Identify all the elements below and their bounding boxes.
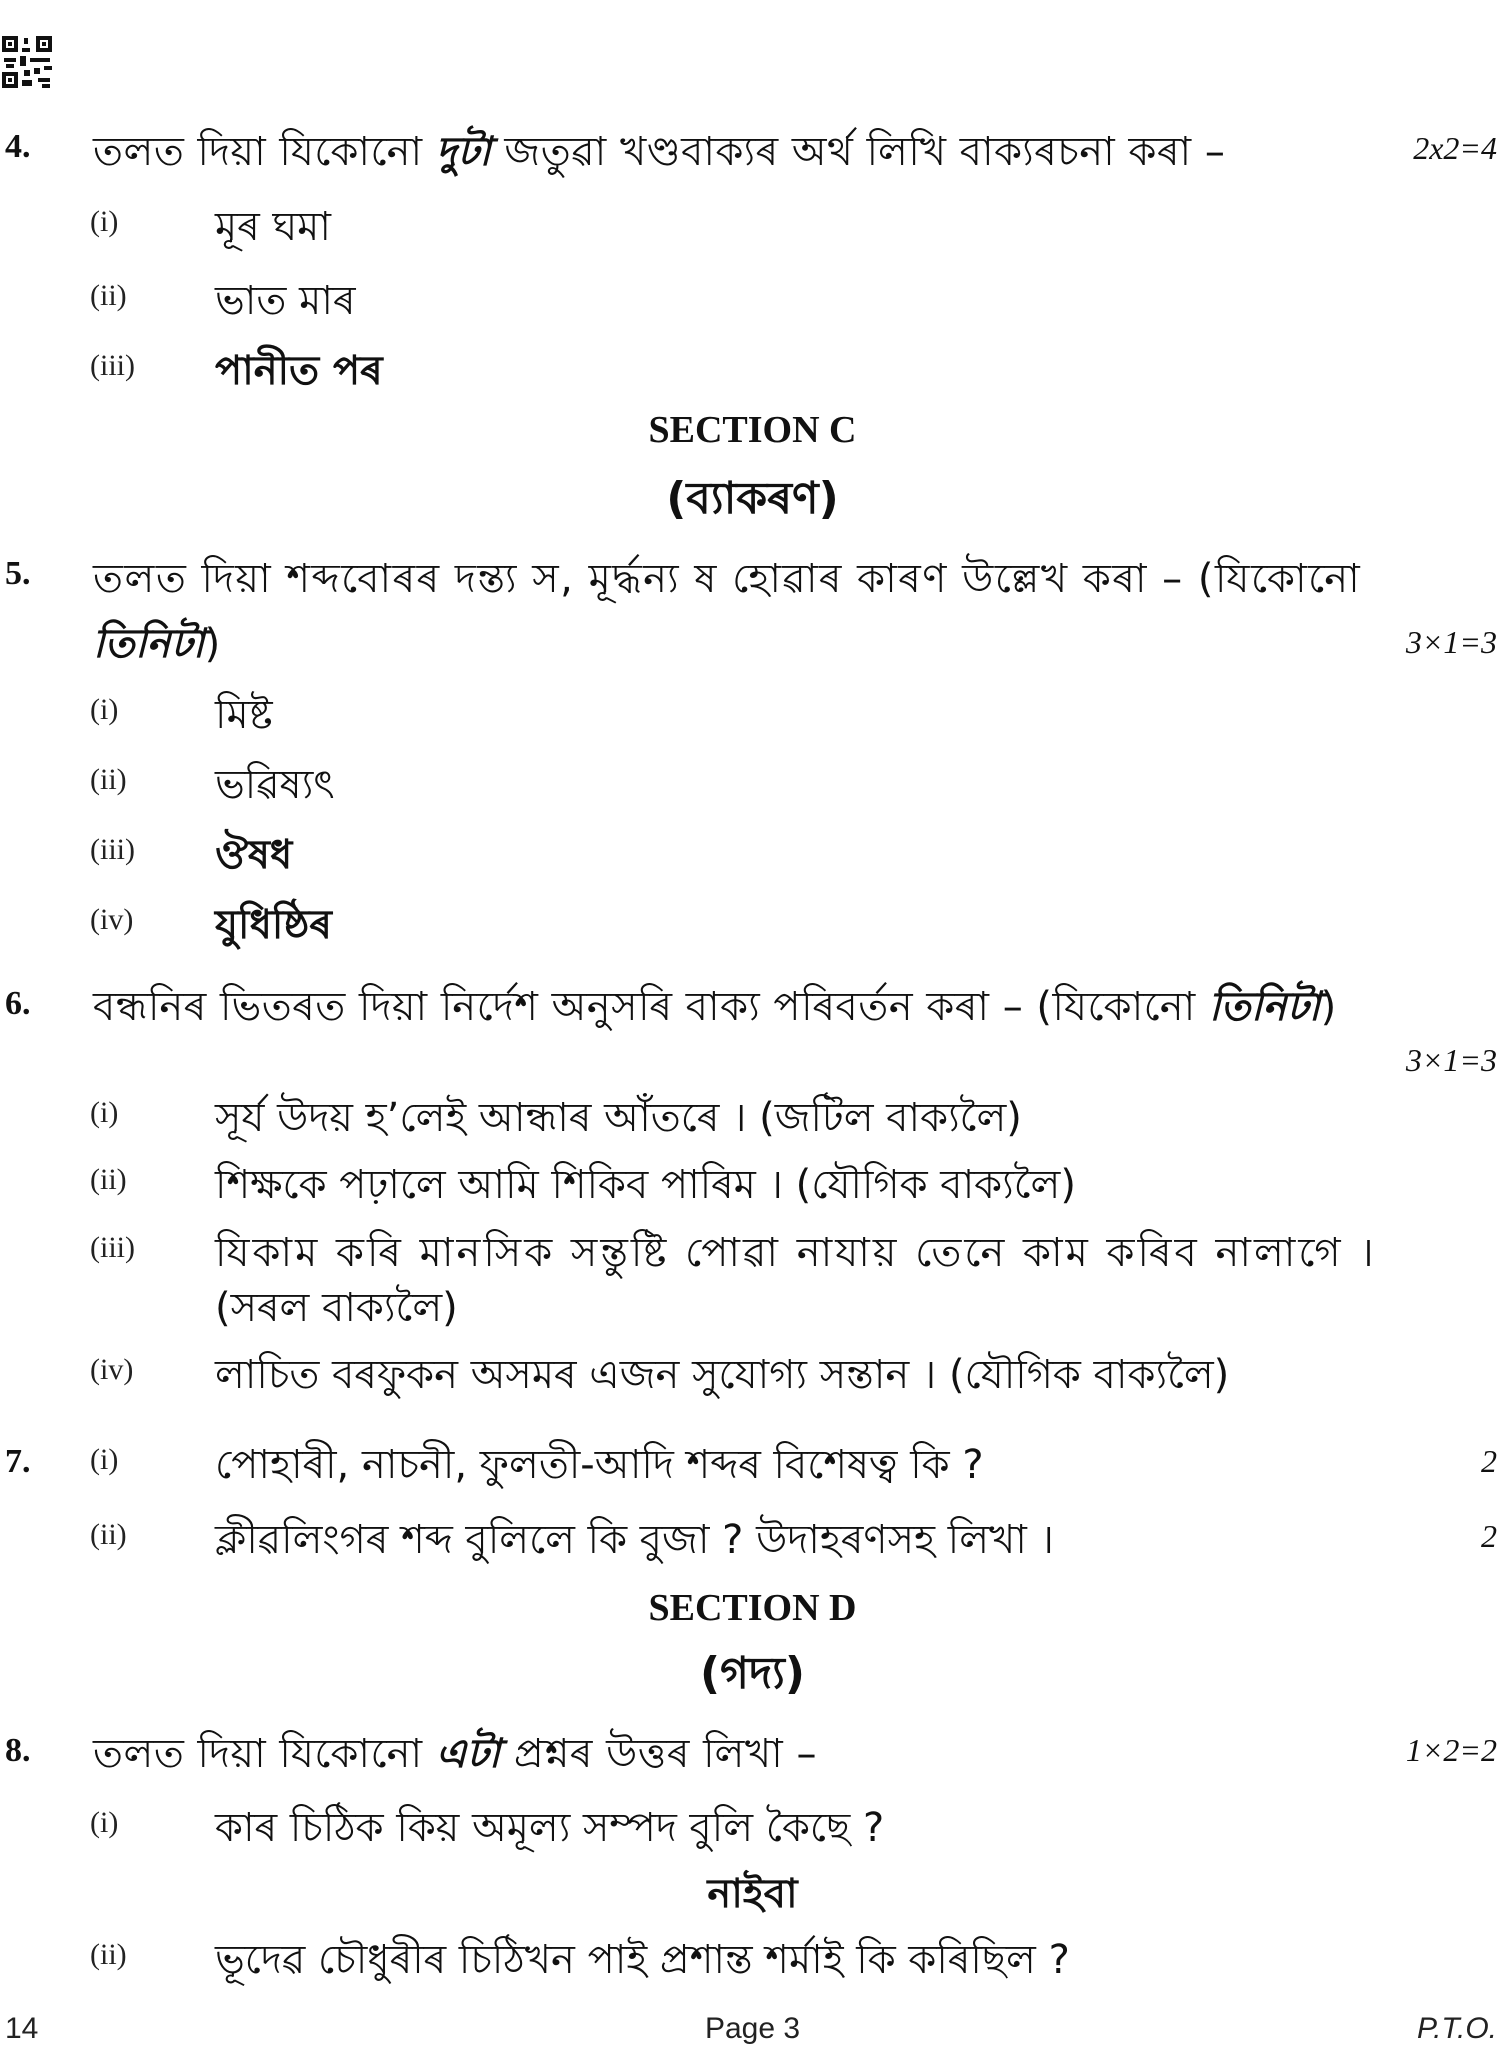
item-text: সূৰ্য উদয় হ’লেই আন্ধাৰ আঁতৰে । (জটিল বাক্যলৈ) <box>215 1095 1022 1141</box>
emphasis-count: দুটা <box>435 129 492 175</box>
question-text-part: তলত দিয়া যিকোনো <box>93 1731 436 1777</box>
item-label: (i) <box>90 1443 119 1476</box>
item-text: ঔষধ <box>215 832 293 878</box>
question-number: 7. <box>5 1443 31 1480</box>
item-label: (iii) <box>90 1231 135 1264</box>
item-text: ভূদেৱ চৌধুৰীৰ চিঠিখন পাই প্ৰশান্ত শৰ্মাই কি কৰিছিল ? <box>215 1937 1070 1983</box>
item-text: পানীত পৰ <box>215 348 383 394</box>
emphasis-count: এটা <box>435 1731 501 1777</box>
item-text: ভৱিষ্যৎ <box>215 762 335 808</box>
question-text <box>93 120 1225 187</box>
marks-label: 3×1=3 <box>1405 624 1497 660</box>
item-label: (i) <box>90 1096 119 1129</box>
question-text-part: ) <box>204 621 221 667</box>
question-text-part: ) <box>1320 984 1337 1030</box>
item-text: শিক্ষকে পঢ়ালে আমি শিকিব পাৰিম । (যৌগিক বাক্যলৈ) <box>215 1162 1076 1208</box>
question-text <box>93 975 1337 1042</box>
item-label: (ii) <box>90 1163 127 1196</box>
item-label: (ii) <box>90 1518 127 1551</box>
question-text <box>93 1722 817 1789</box>
item-text-continued: (সৰল বাক্যলৈ) <box>215 1285 458 1331</box>
item-text: মূৰ ঘমা <box>215 204 331 250</box>
pto-label: P.T.O. <box>1416 2012 1497 2045</box>
item-label: (ii) <box>90 763 127 796</box>
question-text-part: বন্ধনিৰ ভিতৰত দিয়া নিৰ্দেশ অনুসৰি বাক্য পৰিবৰ্তন কৰা – (যিকোনো <box>93 984 1209 1030</box>
item-label: (iii) <box>90 833 135 866</box>
page-number: Page 3 <box>704 2012 801 2045</box>
section-title: SECTION C <box>648 409 857 451</box>
item-label: (iv) <box>90 1353 134 1386</box>
item-label: (i) <box>90 693 119 726</box>
question-text-part: জতুৱা খণ্ডবাক্যৰ অৰ্থ লিখি বাক্যৰচনা কৰা – <box>491 129 1226 175</box>
question-text-part: তলত দিয়া যিকোনো <box>93 129 436 175</box>
item-text: কাৰ চিঠিক কিয় অমূল্য সম্পদ বুলি কৈছে ? <box>215 1805 885 1851</box>
item-label: (iv) <box>90 903 134 936</box>
question-text-part: প্ৰশ্নৰ উত্তৰ লিখা – <box>500 1731 817 1777</box>
emphasis-count: তিনিটা <box>1208 984 1321 1030</box>
emphasis-count: তিনিটা <box>93 621 205 667</box>
question-text-continued <box>93 612 221 679</box>
item-label: (i) <box>90 205 119 238</box>
marks-label: 2x2=4 <box>1413 130 1497 166</box>
section-title: SECTION D <box>648 1587 857 1629</box>
item-text: পোহাৰী, নাচনী, ফুলতী-আদি শব্দৰ বিশেষত্ব কি ? <box>215 1442 984 1488</box>
footer-code: 14 <box>5 2012 39 2045</box>
section-subtitle: (গদ্য) <box>700 1648 805 1699</box>
question-text: তলত দিয়া শব্দবোৰৰ দন্ত্য স, মূৰ্দ্ধন্য ষ হোৱাৰ কাৰণ উল্লেখ কৰা – (যিকোনো <box>93 556 1362 602</box>
question-number: 4. <box>5 128 31 165</box>
question-number: 8. <box>5 1732 31 1769</box>
item-label: (i) <box>90 1806 119 1839</box>
marks-label: 2 <box>1481 1443 1497 1479</box>
item-label: (iii) <box>90 349 135 382</box>
question-number: 6. <box>5 985 31 1022</box>
item-text: লাচিত বৰফুকন অসমৰ এজন সুযোগ্য সন্তান । (যৌগিক বাক্যলৈ) <box>215 1352 1230 1398</box>
item-text: ভাত মাৰ <box>215 278 356 324</box>
item-label: (ii) <box>90 279 127 312</box>
item-text: যিকাম কৰি মানসিক সন্তুষ্টি পোৱা নাযায় তেনে কাম কৰিব নালাগে । <box>215 1230 1377 1276</box>
item-label: (ii) <box>90 1938 127 1971</box>
section-subtitle: (ব্যাকৰণ) <box>666 473 839 524</box>
marks-label: 2 <box>1481 1518 1497 1554</box>
item-text: যুধিষ্ঠিৰ <box>215 902 332 948</box>
marks-label: 3×1=3 <box>1405 1042 1497 1078</box>
item-text: মিষ্ট <box>215 692 273 738</box>
item-text: ক্লীৱলিংগৰ শব্দ বুলিলে কি বুজা ? উদাহৰণসহ লিখা । <box>215 1517 1054 1563</box>
question-number: 5. <box>5 555 31 592</box>
marks-label: 1×2=2 <box>1405 1732 1497 1768</box>
qr-code-icon <box>2 36 54 90</box>
or-separator: নাইবা <box>707 1871 798 1917</box>
